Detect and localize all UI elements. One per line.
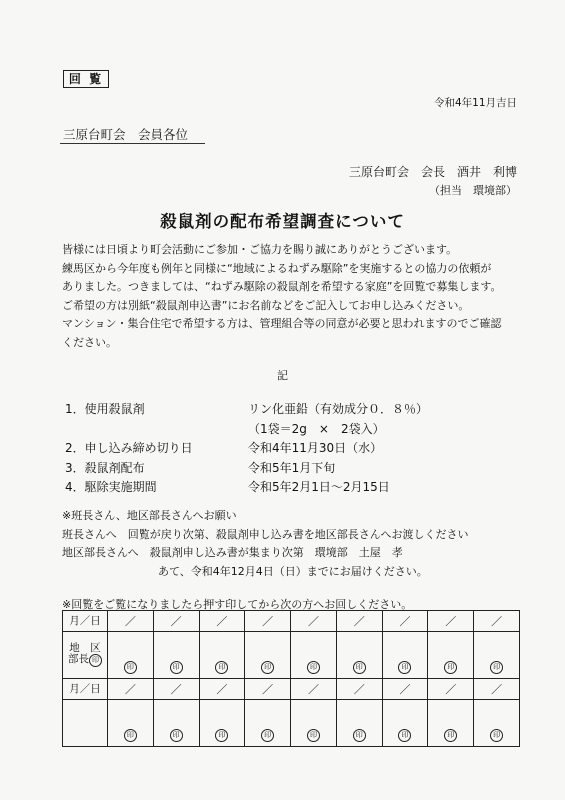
seal-cell[interactable] xyxy=(336,632,382,679)
note-line: ※班長さん、地区部長さんへお願い xyxy=(62,509,237,522)
date-cell[interactable] xyxy=(245,611,291,632)
seal-icon: 印 xyxy=(490,729,503,742)
date-header-cell xyxy=(63,611,108,632)
item-label: 4．駆除実施期間 xyxy=(65,480,157,494)
department-in-charge: （担当 環境部） xyxy=(429,184,517,197)
seal-cell[interactable] xyxy=(474,632,520,679)
note-line: 地区部長さんへ 殺鼠剤申し込み書が集まり次第 環境部 土屋 孝 xyxy=(62,546,403,559)
addressee-underline xyxy=(60,143,205,144)
seal-icon: 印 xyxy=(444,729,457,742)
notes xyxy=(62,507,469,581)
item-list xyxy=(62,400,428,498)
date-header-cell xyxy=(63,679,108,700)
seal-cell[interactable] xyxy=(153,700,199,747)
item-row xyxy=(62,420,428,440)
date-slash: ／ xyxy=(262,683,274,696)
item-row xyxy=(62,459,428,479)
date-cell[interactable] xyxy=(382,679,428,700)
date-cell[interactable] xyxy=(382,611,428,632)
date-slash: ／ xyxy=(399,683,411,696)
seal-icon: 印 xyxy=(170,661,183,674)
date-cell[interactable] xyxy=(108,679,154,700)
date-cell[interactable] xyxy=(245,679,291,700)
date-slash: ／ xyxy=(353,683,365,696)
seal-cell[interactable] xyxy=(474,700,520,747)
date-slash: ／ xyxy=(491,683,503,696)
seal-icon: 印 xyxy=(490,661,503,674)
seal-icon: 印 xyxy=(398,661,411,674)
seal-cell[interactable] xyxy=(428,700,474,747)
district-head-header-cell xyxy=(63,632,108,679)
date-cell[interactable] xyxy=(153,611,199,632)
district-header-line2: 部長 xyxy=(68,653,89,665)
date-cell[interactable] xyxy=(474,611,520,632)
date-slash: ／ xyxy=(216,615,228,628)
seal-cell[interactable] xyxy=(291,700,337,747)
date-cell[interactable] xyxy=(291,611,337,632)
date-cell[interactable] xyxy=(291,679,337,700)
date-cell[interactable] xyxy=(336,679,382,700)
seal-cell[interactable] xyxy=(199,632,245,679)
seal-cell[interactable] xyxy=(108,700,154,747)
body-line: マンション・集合住宅で希望する方は、管理組合等の同意が必要と思われますのでご確認 xyxy=(62,317,502,330)
item-label xyxy=(62,420,248,440)
seal-icon: 印 xyxy=(215,729,228,742)
item-value: （1袋＝2g × 2袋入） xyxy=(248,421,385,436)
seal-cell[interactable] xyxy=(153,632,199,679)
circulation-table xyxy=(62,610,520,747)
date-header: 月／日 xyxy=(69,614,101,627)
date-cell[interactable] xyxy=(199,679,245,700)
body-line: ご希望の方は別紙“殺鼠剤申込書”にお名前などをご記入してお申し込みください。 xyxy=(62,298,470,312)
note-line: 班長さんへ 回覧が戻り次第、殺鼠剤申し込み書を地区部長さんへお渡しください xyxy=(62,527,469,541)
seal-icon: 印 xyxy=(124,729,137,742)
seal-icon: 印 xyxy=(307,661,320,674)
seal-icon: 印 xyxy=(444,661,457,674)
seal-icon: 印 xyxy=(124,661,137,674)
date-slash: ／ xyxy=(216,683,228,696)
date-slash: ／ xyxy=(262,615,274,628)
seal-icon: 印 xyxy=(261,661,274,674)
date-cell[interactable] xyxy=(336,611,382,632)
seal-icon: 印 xyxy=(353,661,366,674)
kairan-box: 回 覧 xyxy=(63,70,109,88)
date-header: 月／日 xyxy=(69,682,101,695)
seal-icon: 印 xyxy=(398,729,411,742)
item-label: 3．殺鼠剤配布 xyxy=(65,460,145,475)
note-line-indent: あて、令和4年12月4日（日）までにお届けください。 xyxy=(158,564,428,578)
seal-cell[interactable] xyxy=(245,632,291,679)
item-value: 令和4年11月30日（水） xyxy=(248,441,383,455)
item-row xyxy=(62,439,428,459)
date-slash: ／ xyxy=(445,683,457,696)
seal-cell[interactable] xyxy=(245,700,291,747)
issue-date: 令和4年11月吉日 xyxy=(433,97,517,109)
item-label: 1．使用殺鼠剤 xyxy=(65,402,145,416)
date-cell[interactable] xyxy=(153,679,199,700)
date-slash: ／ xyxy=(307,615,319,628)
date-row xyxy=(63,679,520,700)
seal-icon: 印 xyxy=(261,729,274,742)
date-slash: ／ xyxy=(399,615,411,628)
date-slash: ／ xyxy=(445,615,457,628)
district-header-line1: 地 区 xyxy=(69,642,101,654)
date-cell[interactable] xyxy=(108,611,154,632)
seal-icon: 印 xyxy=(307,729,320,742)
date-cell[interactable] xyxy=(199,611,245,632)
item-value: 令和5年2月1日～2月15日 xyxy=(248,480,390,494)
body-line: ください。 xyxy=(62,335,117,349)
date-slash: ／ xyxy=(170,615,182,628)
seal-cell[interactable] xyxy=(291,632,337,679)
item-value: リン化亜鉛（有効成分０．８％） xyxy=(248,402,429,416)
addressee: 三原台町会 会員各位 xyxy=(63,127,189,142)
date-slash: ／ xyxy=(124,615,136,628)
date-slash: ／ xyxy=(124,683,136,696)
body-line: 皆様には日頃より町会活動にご参加・ご協力を賜り誠にありがとうございます。 xyxy=(62,243,458,256)
seal-cell[interactable] xyxy=(382,632,428,679)
body-line: ありました。つきましては、“ねずみ駆除の殺鼠剤を希望する家庭”を回覧で募集します。 xyxy=(62,280,502,293)
document-title: 殺鼠剤の配布希望調査について xyxy=(160,212,405,231)
seal-cell[interactable] xyxy=(199,700,245,747)
seal-cell[interactable] xyxy=(108,632,154,679)
seal-icon: 印 xyxy=(89,654,102,667)
date-row xyxy=(63,611,520,632)
item-row xyxy=(62,478,428,498)
seal-cell[interactable] xyxy=(336,700,382,747)
date-cell[interactable] xyxy=(474,679,520,700)
body-line: 練馬区から今年度も例年と同様に“地域によるねずみ駆除”を実施するとの協力の依頼が xyxy=(62,261,492,275)
seal-row xyxy=(63,632,520,679)
seal-row xyxy=(63,700,520,747)
item-row xyxy=(62,400,428,420)
item-label: 2．申し込み締め切り日 xyxy=(65,441,193,455)
body-text xyxy=(62,241,522,352)
seal-icon: 印 xyxy=(215,661,228,674)
seal-cell[interactable] xyxy=(382,700,428,747)
item-value: 令和5年1月下旬 xyxy=(248,460,336,475)
date-slash: ／ xyxy=(307,683,319,696)
date-slash: ／ xyxy=(170,683,182,696)
sender: 三原台町会 会長 酒井 利博 xyxy=(348,165,517,179)
seal-icon: 印 xyxy=(353,729,366,742)
seal-icon: 印 xyxy=(170,729,183,742)
date-slash: ／ xyxy=(353,615,365,628)
date-cell[interactable] xyxy=(428,679,474,700)
date-slash: ／ xyxy=(491,615,503,628)
seal-cell[interactable] xyxy=(428,632,474,679)
date-cell[interactable] xyxy=(428,611,474,632)
ki-heading: 記 xyxy=(277,369,288,382)
blank-header-cell xyxy=(63,700,108,747)
circulation-instruction: ※回覧をご覧になりましたら押す印してから次の方へお回しください。 xyxy=(62,598,413,611)
